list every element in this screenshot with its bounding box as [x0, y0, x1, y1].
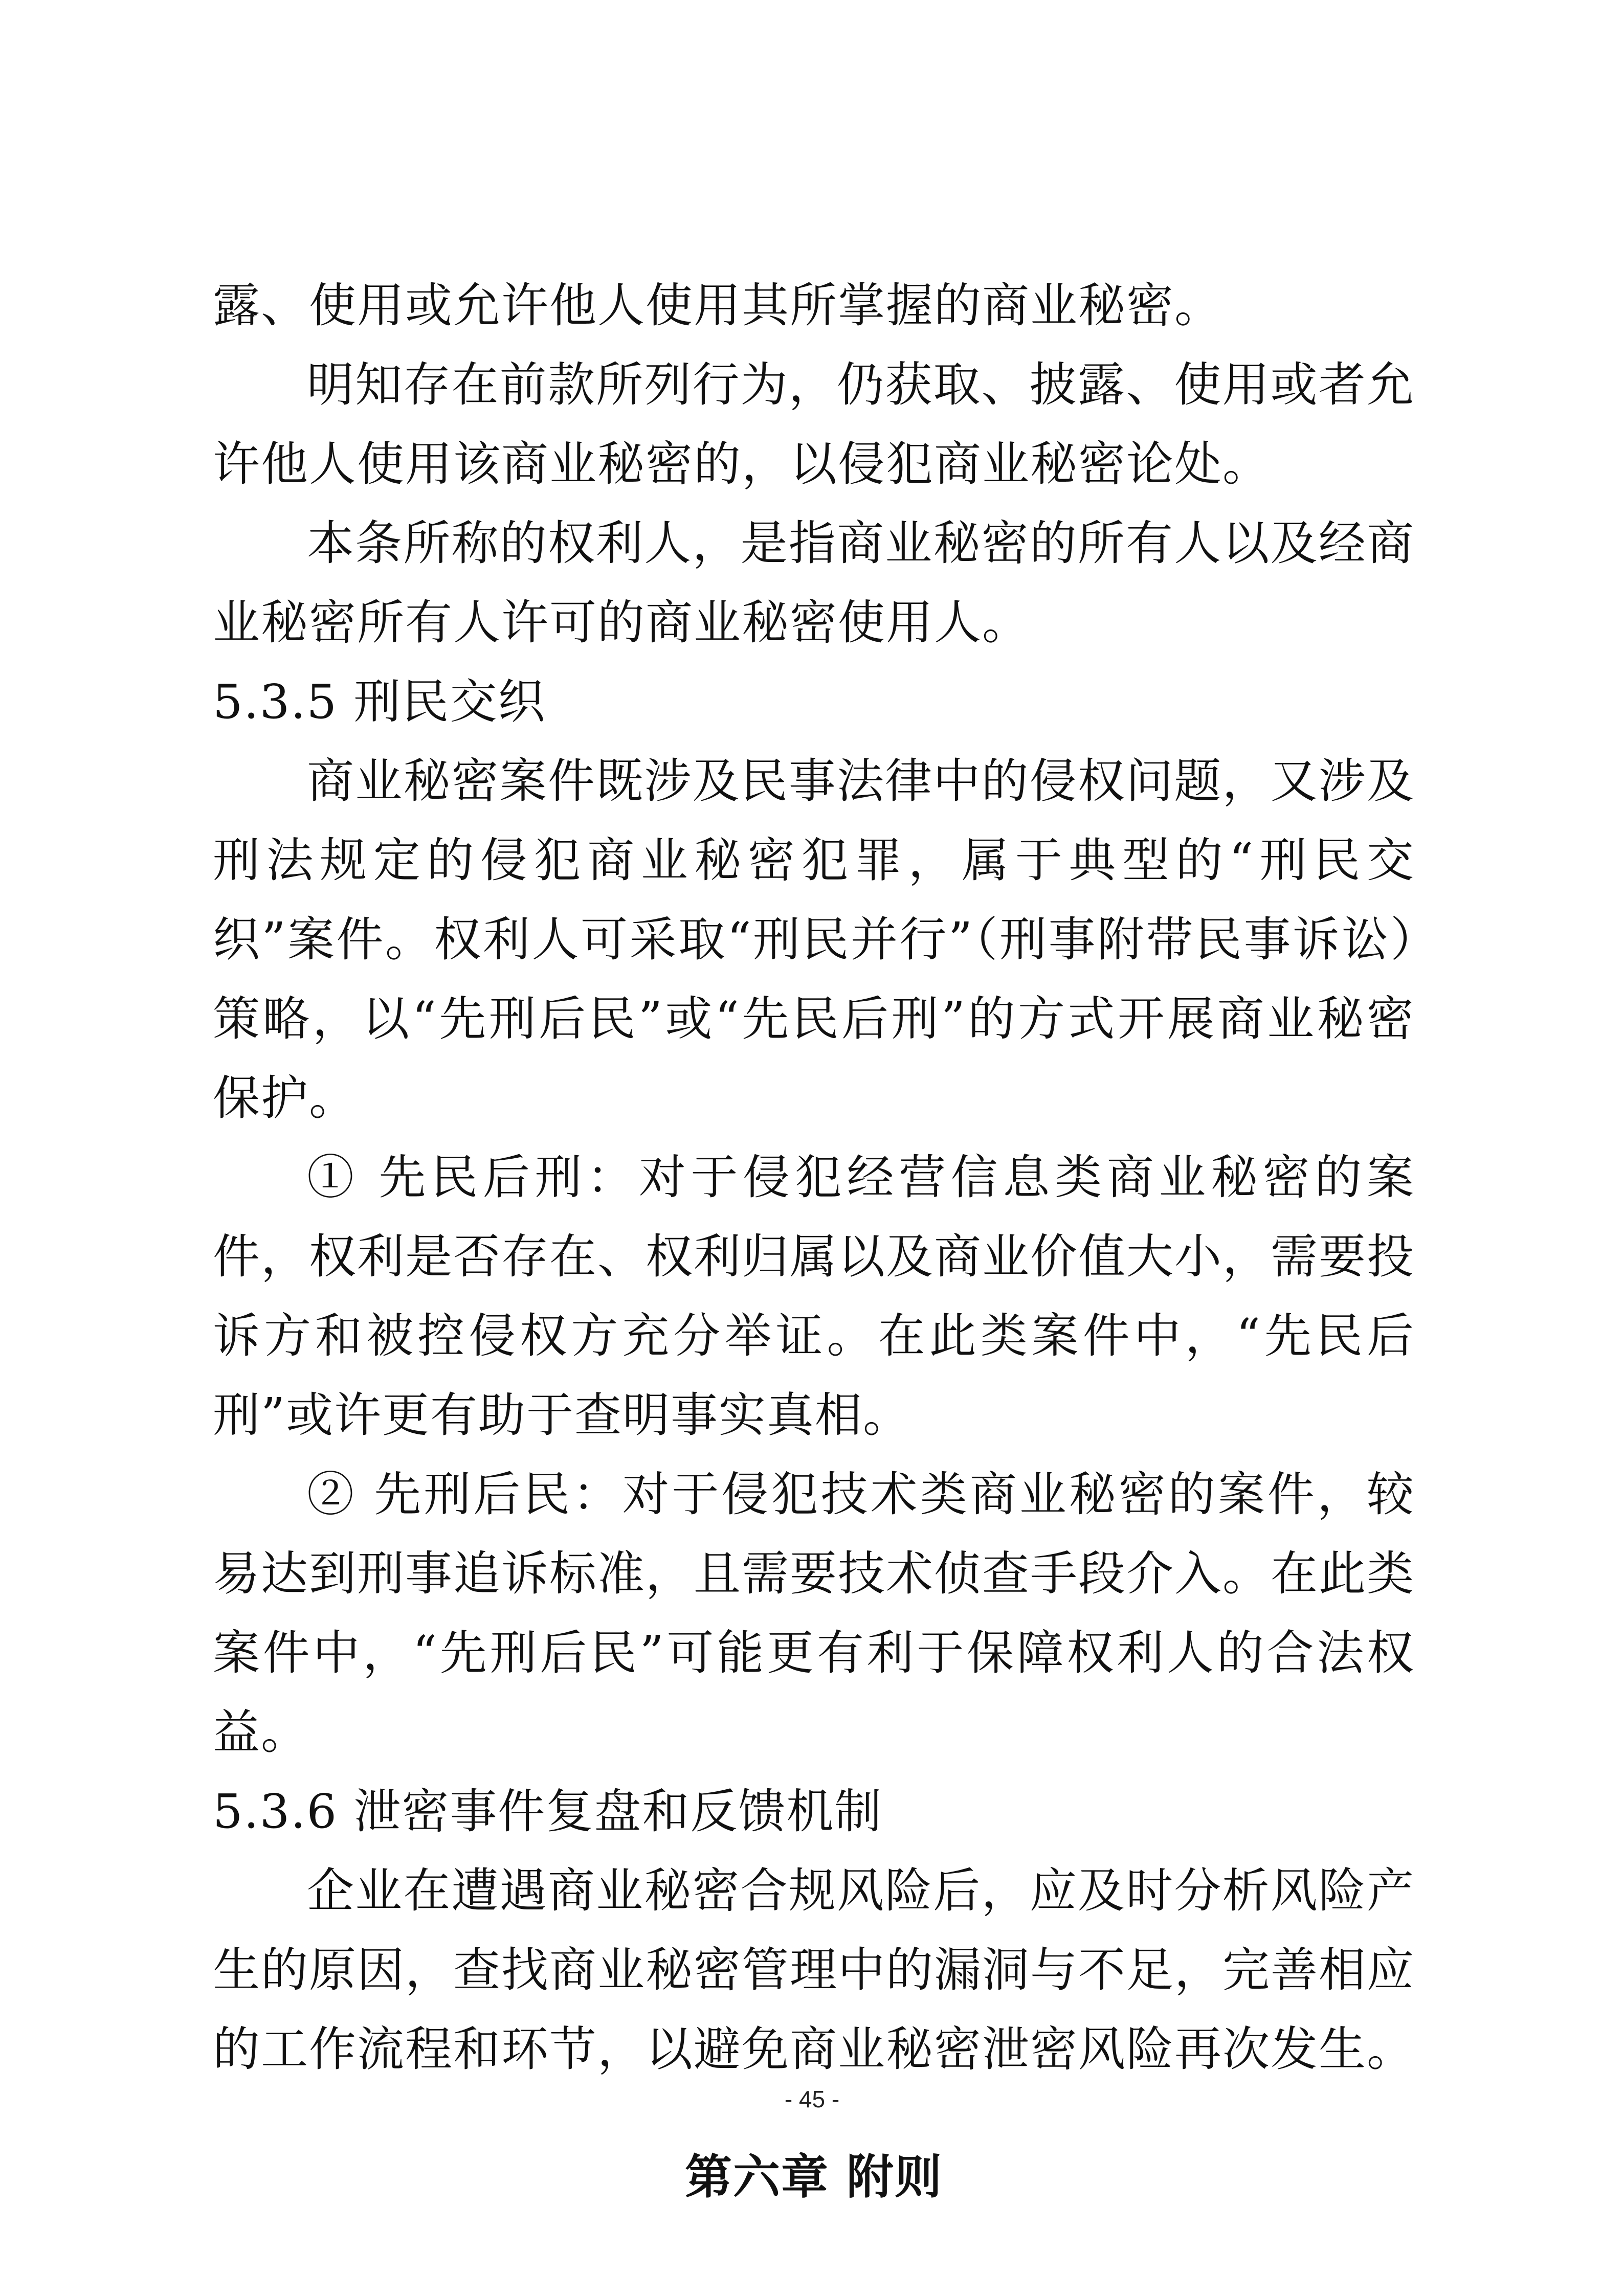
paragraph-civil-first: ① 先民后刑：对于侵犯经营信息类商业秘密的案件，权利是否存在、权利归属以及商业价值大小，需要投诉方和被控侵权方充分举证。在此类案件中，“先民后刑”或许更有助于查明事实真相。: [213, 1150, 1415, 1443]
section-heading-5-3-6: 5.3.6 泄密事件复盘和反馈机制: [213, 1784, 883, 1839]
section-heading-5-3-5: 5.3.5 刑民交织: [213, 674, 546, 729]
page-number: - 45 -: [784, 2086, 840, 2112]
paragraph-incident-review: 企业在遭遇商业秘密合规风险后，应及时分析风险产生的原因，查找商业秘密管理中的漏洞与不足，完善相应的工作流程和环节，以避免商业秘密泄密风险再次发生。: [213, 1863, 1415, 2077]
paragraph-rights-holder-definition: 本条所称的权利人，是指商业秘密的所有人以及经商业秘密所有人许可的商业秘密使用人。: [213, 516, 1415, 650]
paragraph-criminal-first: ② 先刑后民：对于侵犯技术类商业秘密的案件，较易达到刑事追诉标准，且需要技术侦查手段介入。在此类案件中，“先刑后民”可能更有利于保障权利人的合法权益。: [213, 1467, 1415, 1760]
paragraph-criminal-civil-overlap: 商业秘密案件既涉及民事法律中的侵权问题，又涉及刑法规定的侵犯商业秘密犯罪，属于典型的“刑民交织”案件。权利人可采取“刑民并行”（刑事附带民事诉讼）策略，以“先刑后民”或“先民后刑”的方式开展商业秘密保护。: [213, 754, 1415, 1126]
paragraph-continuation: 露、使用或允许他人使用其所掌握的商业秘密。: [213, 278, 1223, 333]
chapter-heading: 第六章 附则: [684, 2150, 943, 2204]
paragraph-infringement-by-knowledge: 明知存在前款所列行为，仍获取、披露、使用或者允许他人使用该商业秘密的，以侵犯商业秘密论处。: [213, 357, 1415, 491]
page-content: [213, 266, 1415, 2217]
